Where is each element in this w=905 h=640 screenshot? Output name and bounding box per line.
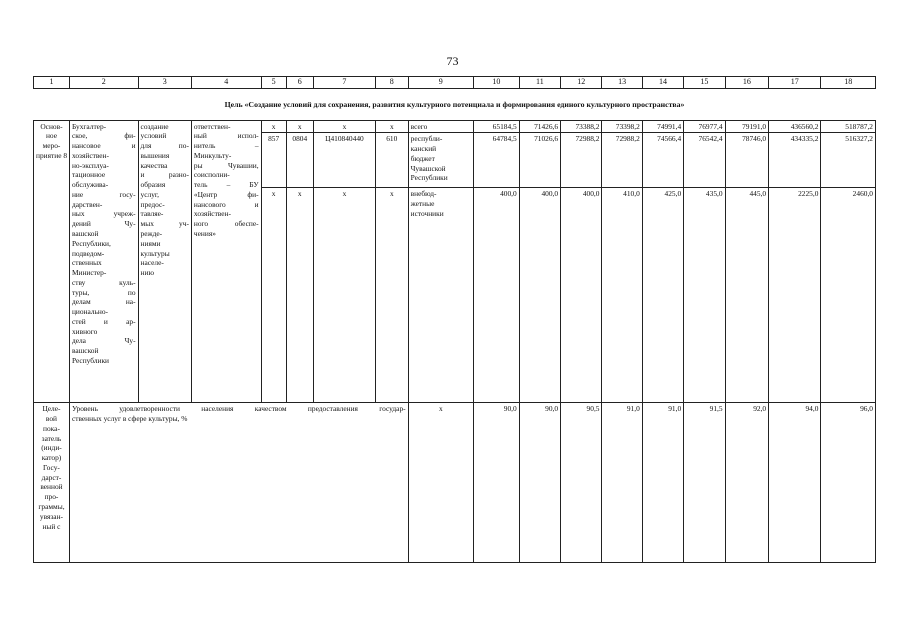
cell-line: пока- (43, 423, 60, 433)
cell-line: дений Чу- (71, 219, 136, 229)
cell-line: Минкульту- (193, 150, 232, 160)
cell-line: образия (140, 180, 166, 190)
indicator-name-line1: Уровень удовлетворенности населения качеством предоставления государ- (71, 404, 406, 414)
indicator-value-cell: 91,5 (684, 403, 725, 563)
cell-line: делам на- (71, 297, 136, 307)
cell-line: ного обеспе- (193, 219, 259, 229)
row-c8: 610 (375, 133, 408, 188)
cell-line: условий (140, 131, 167, 141)
cell-line: тационное (71, 170, 106, 180)
goal-row (34, 88, 876, 120)
cell-line: хозяйствен- (71, 150, 109, 160)
cell-line: хивного (71, 326, 98, 336)
cell-line: предос- (140, 199, 165, 209)
cell-line: всего (410, 121, 428, 131)
cell-line: ственных (71, 258, 102, 268)
cell-line: вашской (71, 228, 99, 238)
indicator-value-cell: 91,0 (642, 403, 683, 563)
funding-source-cell (408, 133, 473, 188)
indicator-type-cell (34, 403, 70, 563)
cell-line: туры, по (71, 287, 136, 297)
cell-line: Республики (410, 173, 448, 183)
cell-line: Республики (71, 355, 110, 365)
cell-line: вой (45, 414, 58, 424)
value-cell: 72988,2 (561, 133, 602, 188)
row-c7: x (313, 188, 375, 403)
value-cell: 74566,4 (642, 133, 683, 188)
cell-line: дарствен- (71, 199, 103, 209)
cell-line: ры Чувашии, (193, 160, 259, 170)
column-number-8: 8 (375, 77, 408, 89)
cell-line: Министер- (71, 268, 107, 278)
page-number: 73 (446, 54, 459, 68)
cell-line: обслужива- (71, 180, 109, 190)
column-number-4: 4 (191, 77, 261, 89)
cell-line: про- (44, 492, 59, 502)
row-c5: x (261, 188, 286, 403)
funding-source-cell (408, 188, 473, 403)
value-cell: 71426,6 (519, 120, 560, 133)
cell-line: тель – БУ (193, 180, 259, 190)
activity-type-cell (34, 120, 70, 403)
cell-line: ниями (140, 238, 161, 248)
cell-line: нансового и (193, 199, 259, 209)
value-cell: 434335,2 (769, 133, 821, 188)
cell-line: тавляе- (140, 209, 164, 219)
cell-line: соисполни- (193, 170, 230, 180)
value-cell: 73388,2 (561, 120, 602, 133)
cell-line: чения» (193, 228, 216, 238)
value-cell: 79191,0 (725, 120, 769, 133)
column-number-10: 10 (473, 77, 519, 89)
cell-line: жетные (410, 199, 435, 209)
cell-line: нитель – (193, 141, 259, 151)
activity-row-total (34, 120, 876, 133)
row-c6: x (286, 120, 313, 133)
activity-executor-cell (191, 120, 261, 403)
cell-line: вашской (71, 346, 99, 356)
cell-line: венной (40, 482, 63, 492)
value-cell: 400,0 (473, 188, 519, 403)
indicator-source-cell: x (408, 403, 473, 563)
cell-line: ный испол- (193, 131, 259, 141)
cell-line: качества (140, 160, 168, 170)
cell-line: для по- (140, 141, 189, 151)
value-cell: 64784,5 (473, 133, 519, 188)
value-cell: 400,0 (561, 188, 602, 403)
cell-line: увязан- (39, 511, 64, 521)
cell-line: стей и ар- (71, 316, 136, 326)
value-cell: 518787,2 (821, 120, 876, 133)
indicator-value-cell: 96,0 (821, 403, 876, 563)
cell-line: ское, фи- (71, 131, 136, 141)
cell-line: Госу- (43, 462, 60, 472)
value-cell: 78746,0 (725, 133, 769, 188)
cell-line: бюджет (410, 153, 435, 163)
indicator-value-cell: 90,0 (473, 403, 519, 563)
row-c5: x (261, 120, 286, 133)
indicator-name-line2: ственных услуг в сфере культуры, % (71, 414, 188, 424)
cell-line: ответствен- (193, 121, 231, 131)
cell-line: меро- (42, 141, 61, 151)
cell-line: Целе- (42, 404, 61, 414)
cell-line: приятие 8 (36, 150, 68, 160)
row-c6: 0804 (286, 133, 313, 188)
indicator-name-cell (69, 403, 408, 563)
value-cell: 76977,4 (684, 120, 725, 133)
column-number-1: 1 (34, 77, 70, 89)
cell-line: вышения (140, 150, 170, 160)
cell-line: населе- (140, 258, 164, 268)
cell-line: «Центр фи- (193, 189, 259, 199)
row-c5: 857 (261, 133, 286, 188)
column-number-12: 12 (561, 77, 602, 89)
column-number-17: 17 (769, 77, 821, 89)
cell-line: граммы, (38, 501, 65, 511)
cell-line: дарст- (41, 472, 62, 482)
column-number-7: 7 (313, 77, 375, 89)
column-number-18: 18 (821, 77, 876, 89)
cell-line: ный с (42, 521, 61, 531)
column-number-6: 6 (286, 77, 313, 89)
cell-line: хозяйствен- (193, 209, 231, 219)
indicator-value-cell: 90,0 (519, 403, 560, 563)
value-cell: 425,0 (642, 188, 683, 403)
value-cell: 516327,2 (821, 133, 876, 188)
cell-line: и разно- (140, 170, 189, 180)
column-number-2: 2 (69, 77, 138, 89)
value-cell: 76542,4 (684, 133, 725, 188)
cell-line: мых уч- (140, 219, 189, 229)
column-number-13: 13 (602, 77, 642, 89)
cell-line: республи- (410, 134, 443, 144)
value-cell: 445,0 (725, 188, 769, 403)
cell-line: создание (140, 121, 169, 131)
cell-line: Бухгалтер- (71, 121, 107, 131)
cell-line: (инди- (41, 443, 62, 453)
indicator-value-cell: 90,5 (561, 403, 602, 563)
value-cell: 410,0 (602, 188, 642, 403)
column-number-16: 16 (725, 77, 769, 89)
cell-line: Чувашской (410, 163, 446, 173)
column-number-11: 11 (519, 77, 560, 89)
cell-line: ных учреж- (71, 209, 136, 219)
row-c7: Ц410840440 (313, 133, 375, 188)
cell-line: канский (410, 144, 437, 154)
value-cell: 435,0 (684, 188, 725, 403)
cell-line: ству куль- (71, 277, 136, 287)
value-cell: 73398,2 (602, 120, 642, 133)
cell-line: подведом- (71, 248, 105, 258)
column-number-3: 3 (138, 77, 191, 89)
cell-line: внебюд- (410, 189, 437, 199)
goal-title: Цель «Создание условий для сохранения, развития культурного потенциала и формирования единого культурного пространства» (34, 88, 876, 120)
indicator-value-cell: 94,0 (769, 403, 821, 563)
value-cell: 74991,4 (642, 120, 683, 133)
cell-line: но-эксплуа- (71, 160, 109, 170)
value-cell: 400,0 (519, 188, 560, 403)
cell-line: культуры (140, 248, 170, 258)
row-c8: x (375, 120, 408, 133)
value-cell: 2225,0 (769, 188, 821, 403)
value-cell: 71026,6 (519, 133, 560, 188)
cell-line: Республики, (71, 238, 111, 248)
row-c8: x (375, 188, 408, 403)
row-c7: x (313, 120, 375, 133)
cell-line: Основ- (40, 121, 63, 131)
column-number-15: 15 (684, 77, 725, 89)
cell-line: дела Чу- (71, 336, 136, 346)
indicator-row (34, 403, 876, 563)
value-cell: 65184,5 (473, 120, 519, 133)
value-cell: 436560,2 (769, 120, 821, 133)
column-number-5: 5 (261, 77, 286, 89)
cell-line: циональнo- (71, 307, 109, 317)
value-cell: 72988,2 (602, 133, 642, 188)
cell-line: ние госу- (71, 189, 136, 199)
cell-line: ное (45, 131, 57, 141)
program-table (33, 76, 876, 563)
cell-line: источники (410, 208, 444, 218)
cell-line: нию (140, 268, 154, 278)
indicator-value-cell: 91,0 (602, 403, 642, 563)
value-cell: 2460,0 (821, 188, 876, 403)
column-number-row (34, 77, 876, 89)
column-number-14: 14 (642, 77, 683, 89)
row-c6: x (286, 188, 313, 403)
column-number-9: 9 (408, 77, 473, 89)
cell-line: услуг, (140, 189, 159, 199)
activity-name-cell (69, 120, 138, 403)
cell-line: режде- (140, 228, 163, 238)
cell-line: катор) (41, 453, 62, 463)
cell-line: затель (41, 433, 62, 443)
cell-line: нансовое и (71, 141, 136, 151)
indicator-value-cell: 92,0 (725, 403, 769, 563)
activity-goal-cell (138, 120, 191, 403)
funding-source-cell (408, 120, 473, 133)
